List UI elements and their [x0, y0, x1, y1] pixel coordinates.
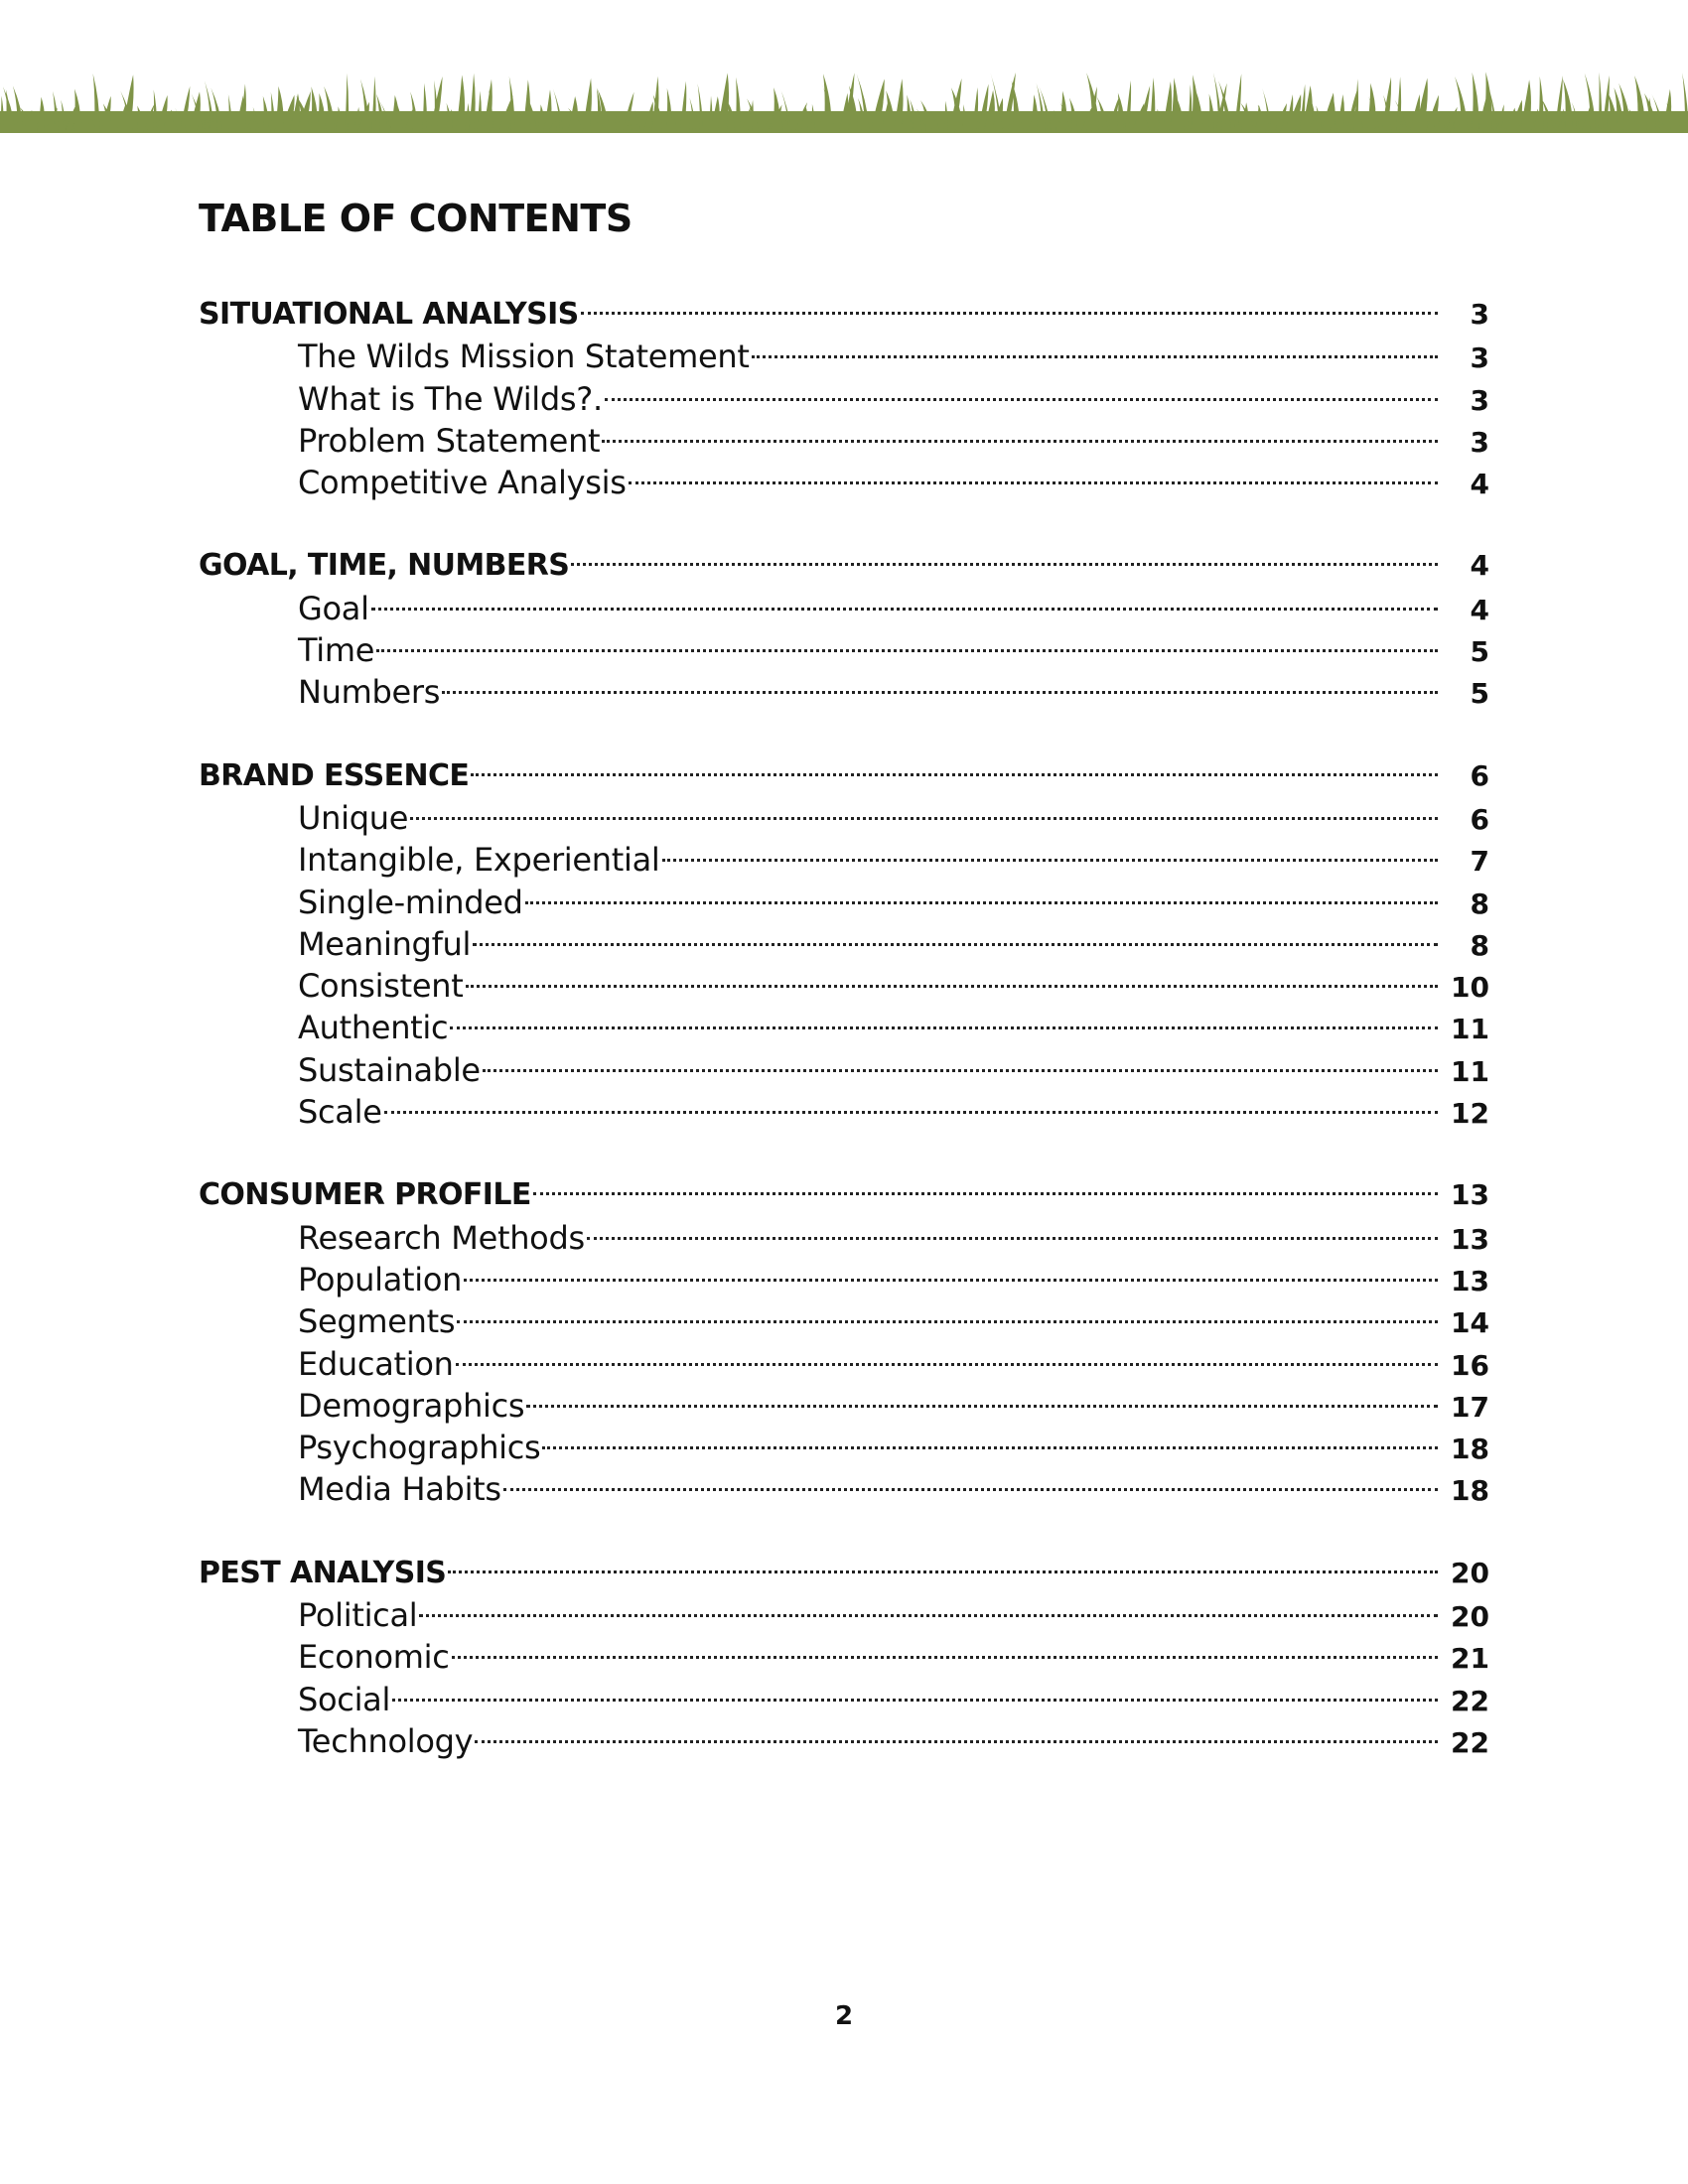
dot-leader [410, 817, 1438, 820]
toc-entry-label: Sustainable [298, 1050, 481, 1089]
toc-entry-label: The Wilds Mission Statement [298, 338, 750, 376]
toc-entry-label: Intangible, Experiential [298, 841, 660, 880]
toc-page-number: 18 [1451, 1433, 1489, 1466]
toc-page-number: 6 [1470, 802, 1489, 836]
toc-entry[interactable] [199, 1385, 1489, 1427]
toc-heading-label: GOAL, TIME, NUMBERS [199, 548, 570, 584]
toc-page-number: 10 [1451, 971, 1489, 1005]
dot-leader [581, 312, 1438, 315]
toc-page-number: 22 [1451, 1725, 1489, 1759]
dot-leader [602, 440, 1438, 443]
dot-leader [542, 1446, 1438, 1449]
toc-entry-label: Population [298, 1260, 463, 1298]
toc-entry-label: Scale [298, 1093, 382, 1132]
toc-entry[interactable] [199, 671, 1489, 713]
dot-leader [448, 1570, 1438, 1573]
toc-page-number: 13 [1451, 1264, 1489, 1297]
toc-entry-label: Psychographics [298, 1429, 541, 1467]
toc-page-number: 22 [1451, 1684, 1489, 1717]
toc-page-number: 14 [1451, 1306, 1489, 1340]
toc-entry[interactable] [199, 1427, 1489, 1468]
toc-page-number: 4 [1470, 468, 1489, 501]
toc-entry-label: Political [298, 1596, 418, 1635]
toc-entry[interactable] [199, 1049, 1489, 1091]
toc-entry-label: Authentic [298, 1009, 449, 1047]
toc-heading-label: CONSUMER PROFILE [199, 1177, 531, 1213]
toc-entry[interactable] [199, 378, 1489, 420]
toc-entry[interactable] [199, 1594, 1489, 1636]
toc-page-number: 3 [1470, 341, 1489, 375]
toc-entry-label: Time [298, 631, 375, 670]
toc-page-number: 6 [1470, 758, 1489, 792]
table-of-contents [199, 294, 1489, 1804]
toc-page-number: 21 [1451, 1642, 1489, 1676]
toc-section-heading[interactable] [199, 294, 1489, 336]
dot-leader [483, 1069, 1438, 1072]
dot-leader [526, 1405, 1438, 1408]
dot-leader [466, 985, 1438, 988]
dot-leader [456, 1363, 1438, 1366]
toc-entry-label: Competitive Analysis [298, 464, 627, 502]
toc-entry-label: Problem Statement [298, 421, 601, 460]
grass-icon [0, 60, 1688, 133]
dot-leader [752, 355, 1438, 358]
toc-page-number: 3 [1470, 298, 1489, 331]
toc-entry-label: Unique [298, 798, 409, 837]
toc-section [199, 1174, 1489, 1510]
toc-entry[interactable] [199, 1468, 1489, 1510]
toc-page-number: 5 [1470, 677, 1489, 711]
toc-heading-label: SITUATIONAL ANALYSIS [199, 297, 579, 332]
dot-leader [503, 1488, 1438, 1491]
toc-section [199, 1553, 1489, 1762]
toc-entry[interactable] [199, 797, 1489, 839]
toc-entry[interactable] [199, 1343, 1489, 1385]
toc-entry[interactable] [199, 882, 1489, 923]
toc-section-heading[interactable] [199, 1174, 1489, 1216]
toc-entry[interactable] [199, 336, 1489, 377]
page-number: 2 [834, 2001, 854, 2031]
dot-leader [464, 1279, 1438, 1282]
dot-leader [525, 901, 1438, 904]
dot-leader [473, 943, 1438, 946]
toc-entry-label: Research Methods [298, 1218, 585, 1257]
dot-leader [662, 859, 1438, 862]
toc-entry-label: Segments [298, 1302, 456, 1341]
toc-page-number: 4 [1470, 593, 1489, 626]
toc-page-number: 7 [1470, 845, 1489, 879]
toc-entry-label: Demographics [298, 1386, 525, 1425]
toc-entry[interactable] [199, 923, 1489, 965]
dot-leader [384, 1111, 1438, 1114]
toc-page-number: 12 [1451, 1097, 1489, 1131]
toc-page-number: 20 [1451, 1600, 1489, 1634]
toc-entry[interactable] [199, 629, 1489, 671]
toc-entry-label: Meaningful [298, 924, 472, 963]
toc-entry[interactable] [199, 1679, 1489, 1720]
dot-leader [457, 1320, 1438, 1323]
toc-entry[interactable] [199, 1720, 1489, 1762]
dot-leader [475, 1740, 1438, 1743]
toc-page-number: 8 [1470, 928, 1489, 962]
toc-page-number: 13 [1451, 1222, 1489, 1256]
toc-entry[interactable] [199, 462, 1489, 503]
dot-leader [452, 1656, 1438, 1659]
toc-entry[interactable] [199, 1007, 1489, 1048]
toc-page-number: 8 [1470, 887, 1489, 920]
dot-leader [605, 398, 1438, 401]
toc-entry-label: Technology [298, 1721, 474, 1760]
toc-entry[interactable] [199, 1636, 1489, 1678]
toc-heading-label: BRAND ESSENCE [199, 757, 470, 793]
toc-page-number: 3 [1470, 425, 1489, 459]
dot-leader [571, 563, 1438, 566]
toc-page-number: 16 [1451, 1348, 1489, 1382]
dot-leader [450, 1026, 1438, 1029]
toc-page-number: 4 [1470, 549, 1489, 583]
toc-entry-label: Social [298, 1680, 391, 1718]
page-title: TABLE OF CONTENTS [199, 197, 633, 240]
dot-leader [376, 649, 1438, 652]
toc-page-number: 3 [1470, 383, 1489, 417]
toc-entry[interactable] [199, 1259, 1489, 1300]
toc-page-number: 20 [1451, 1556, 1489, 1589]
toc-entry-label: Media Habits [298, 1470, 501, 1509]
dot-leader [471, 773, 1438, 776]
toc-section-heading[interactable] [199, 1553, 1489, 1594]
toc-entry[interactable] [199, 839, 1489, 881]
toc-section [199, 755, 1489, 1134]
toc-page-number: 11 [1451, 1054, 1489, 1088]
toc-section [199, 545, 1489, 713]
dot-leader [442, 691, 1438, 694]
toc-page-number: 13 [1451, 1178, 1489, 1212]
grass-border-banner [0, 60, 1688, 133]
toc-page-number: 11 [1451, 1013, 1489, 1046]
toc-section-heading[interactable] [199, 755, 1489, 797]
toc-section-heading[interactable] [199, 545, 1489, 587]
toc-entry-label: Education [298, 1344, 454, 1383]
toc-entry-label: Economic [298, 1638, 450, 1677]
toc-entry-label: Consistent [298, 967, 464, 1006]
toc-heading-label: PEST ANALYSIS [199, 1555, 447, 1590]
toc-entry[interactable] [199, 1300, 1489, 1342]
toc-page-number: 17 [1451, 1390, 1489, 1424]
toc-entry[interactable] [199, 588, 1489, 629]
toc-entry[interactable] [199, 420, 1489, 462]
dot-leader [419, 1614, 1438, 1617]
toc-entry-label: Goal [298, 589, 369, 627]
toc-entry[interactable] [199, 965, 1489, 1007]
dot-leader [629, 481, 1438, 484]
toc-section [199, 294, 1489, 503]
dot-leader [533, 1192, 1438, 1195]
dot-leader [587, 1237, 1438, 1240]
toc-page-number: 18 [1451, 1474, 1489, 1508]
toc-entry-label: Numbers [298, 673, 441, 712]
dot-leader [392, 1699, 1438, 1702]
toc-entry[interactable] [199, 1217, 1489, 1259]
toc-page-number: 5 [1470, 635, 1489, 669]
dot-leader [371, 608, 1438, 611]
toc-entry[interactable] [199, 1091, 1489, 1133]
toc-entry-label: What is The Wilds?. [298, 379, 603, 418]
toc-entry-label: Single-minded [298, 883, 523, 921]
